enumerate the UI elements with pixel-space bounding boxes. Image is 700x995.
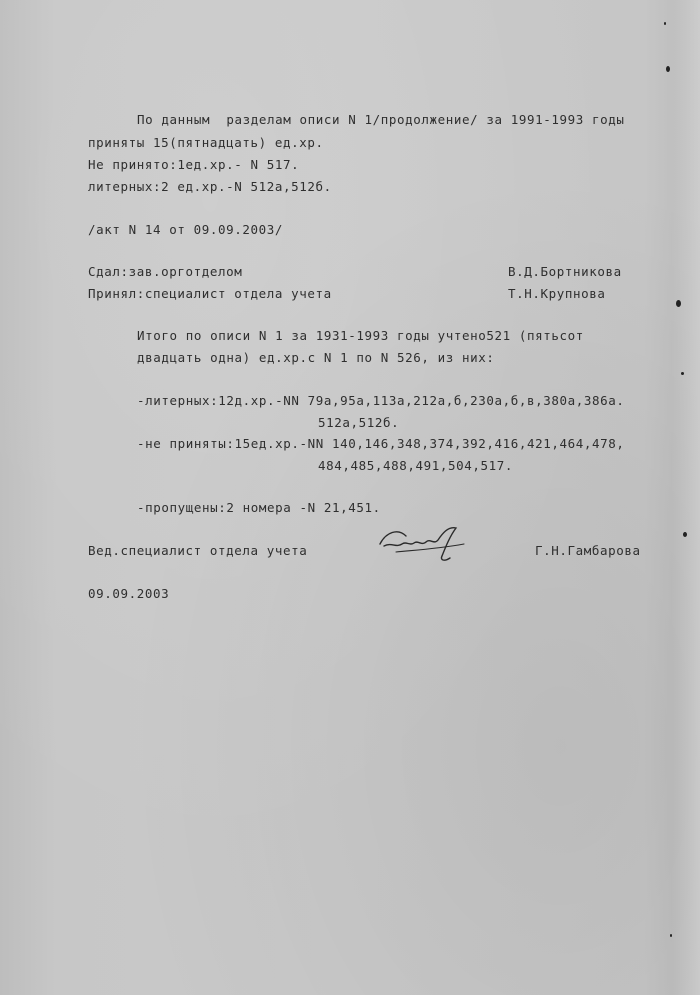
not-accepted-line1: -не приняты:15ед.хр.-NN 140,146,348,374,392,416,421,464,478, — [137, 436, 625, 451]
literal-items-line1: -литерных:12д.хр.-NN 79а,95а,113а,212а,б,230а,б,в,380а,386а. — [137, 393, 625, 408]
handover-received-name: Т.Н.Крупнова — [508, 286, 606, 301]
handover-gave-name: В.Д.Бортникова — [508, 264, 622, 279]
skipped-numbers: -пропущены:2 номера -N 21,451. — [137, 500, 381, 515]
act-reference: /акт N 14 от 09.09.2003/ — [88, 222, 284, 237]
paragraph1-line2: приняты 15(пятнадцать) ед.хр. — [88, 135, 324, 150]
summary-line2: двадцать одна) ед.хр.с N 1 по N 526, из них: — [137, 350, 495, 365]
paragraph1-line4: литерных:2 ед.хр.-N 512а,512б. — [88, 179, 332, 194]
summary-line1: Итого по описи N 1 за 1931-1993 годы учтено521 (пятьсот — [137, 328, 584, 343]
paragraph1-line1: По данным разделам описи N 1/продолжение/ за 1991-1993 годы — [137, 112, 625, 127]
scan-speck — [666, 66, 670, 72]
scan-speck — [681, 372, 684, 375]
handwritten-signature — [376, 522, 474, 564]
scan-speck — [670, 934, 672, 937]
handover-gave-label: Сдал:зав.оргoтделом — [88, 264, 243, 279]
signoff-date: 09.09.2003 — [88, 586, 170, 601]
scan-speck — [676, 300, 681, 307]
signoff-name: Г.Н.Гамбарова — [535, 543, 641, 558]
paragraph1-line3: Не принято:1ед.хр.- N 517. — [88, 157, 300, 172]
literal-items-line2: 512а,512б. — [318, 415, 400, 430]
signoff-position: Вед.специалист отдела учета — [88, 543, 308, 558]
handover-received-label: Принял:специалист отдела учета — [88, 286, 332, 301]
scan-speck — [664, 22, 666, 25]
scan-speck — [683, 532, 687, 537]
not-accepted-line2: 484,485,488,491,504,517. — [318, 458, 514, 473]
page-edge-shade — [672, 0, 700, 995]
